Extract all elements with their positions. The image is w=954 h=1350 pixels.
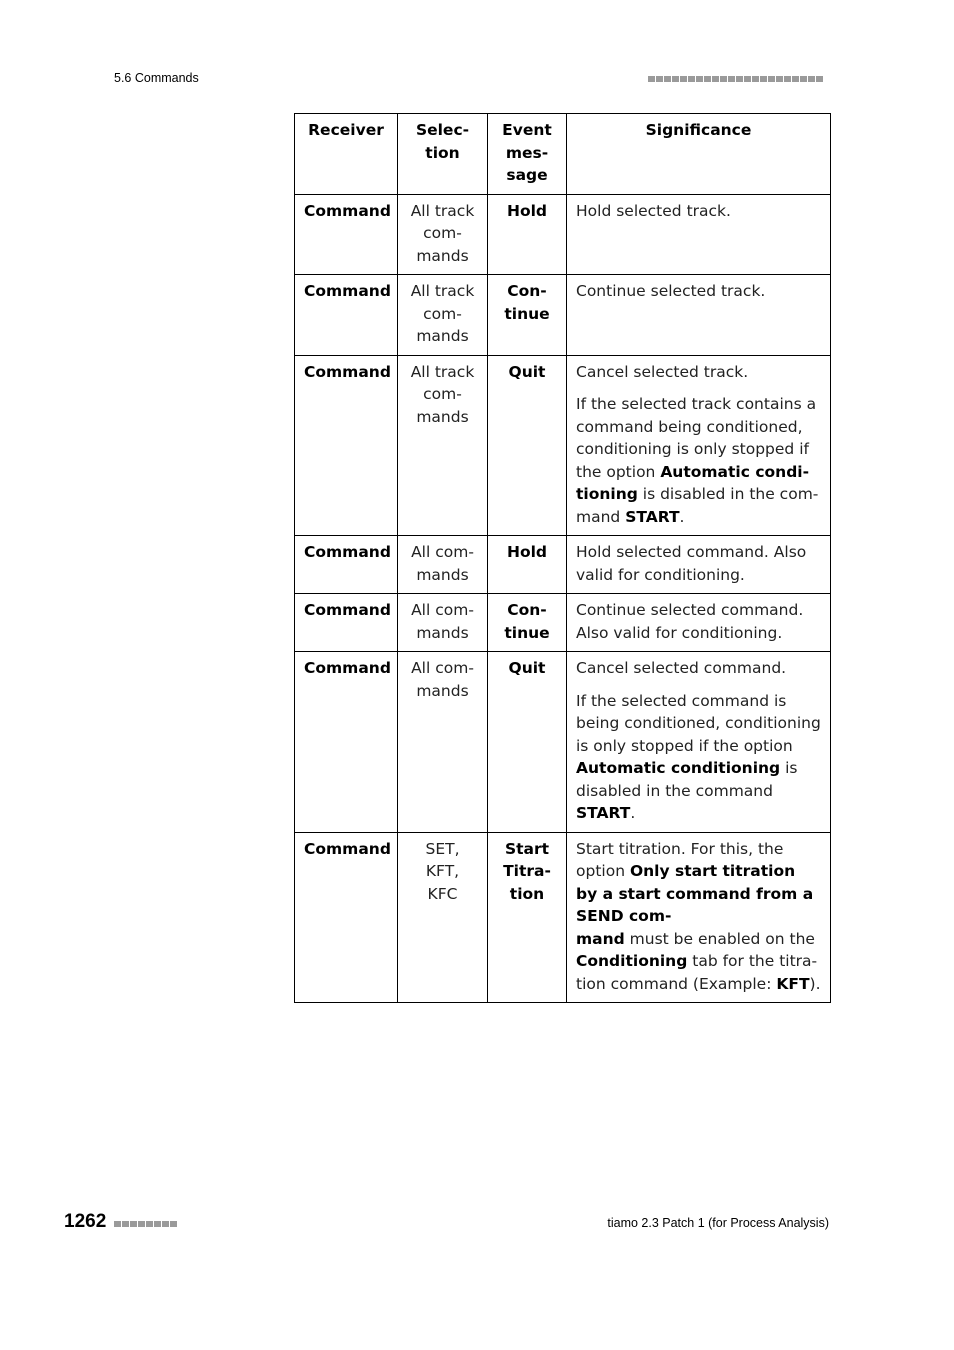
footer-document-title: tiamo 2.3 Patch 1 (for Process Analysis) (607, 1216, 829, 1230)
cell-event: Hold (488, 194, 567, 275)
cell-selection: All track com- mands (398, 275, 488, 356)
table-row (295, 832, 831, 1003)
note-text: . (630, 804, 636, 822)
cell-receiver: Command (295, 275, 398, 356)
significance-note (576, 393, 821, 528)
command-name: START (625, 507, 680, 526)
significance-text: Continue selected command. Also valid for conditioning. (576, 601, 804, 642)
cell-receiver: Command (295, 652, 398, 833)
cell-event: Con- tinue (488, 594, 567, 652)
cell-significance (567, 594, 831, 652)
cell-selection: All com- mands (398, 536, 488, 594)
significance-text: Hold selected command. Also valid for conditioning. (576, 543, 807, 584)
option-name: Automatic condi- tioning (576, 462, 810, 503)
cell-receiver: Command (295, 536, 398, 594)
table-row (295, 594, 831, 652)
significance-text: Cancel selected track. (576, 362, 749, 381)
cell-selection: All track com- mands (398, 194, 488, 275)
cell-significance (567, 355, 831, 536)
cell-selection: SET, KFT, KFC (398, 832, 488, 1003)
option-name: Only start titration by a start command from a SEND com- mand (576, 862, 814, 948)
table-row (295, 355, 831, 536)
tab-name: Conditioning (576, 952, 688, 970)
significance-text: Start titration. For this, the option (576, 839, 784, 880)
header-decorative-dots (648, 76, 823, 82)
command-name: KFT (776, 974, 810, 993)
significance-text: Cancel selected command. (576, 659, 787, 677)
cell-selection: All com- mands (398, 594, 488, 652)
note-text: If the selected command is being conditioned, conditioning is only stopped if the option (576, 691, 821, 755)
cell-receiver: Command (295, 594, 398, 652)
cell-receiver: Command (295, 355, 398, 536)
significance-text: ). (809, 974, 821, 993)
table-header-row (295, 114, 831, 195)
cell-selection: All track com- mands (398, 355, 488, 536)
command-name: START (576, 804, 631, 822)
note-text: is disabled in the command (576, 759, 798, 800)
significance-text: must be enabled on the (624, 929, 815, 948)
significance-note (576, 690, 821, 825)
cell-event: Quit (488, 355, 567, 536)
cell-event: Con- tinue (488, 275, 567, 356)
table-row (295, 275, 831, 356)
column-header-event-message: Event mes- sage (488, 114, 567, 195)
note-text: is disabled in the com- mand (576, 485, 819, 526)
column-header-receiver: Receiver (295, 114, 398, 195)
event-message-table (294, 113, 831, 1003)
cell-significance (567, 652, 831, 833)
running-header-section: 5.6 Commands (114, 71, 199, 85)
significance-text: tab for the titra- tion command (Example: (576, 952, 818, 993)
cell-selection: All com- mands (398, 652, 488, 833)
cell-significance (567, 194, 831, 275)
cell-event: Quit (488, 652, 567, 833)
table-row (295, 194, 831, 275)
column-header-selection: Selec- tion (398, 114, 488, 195)
option-name: Automatic conditioning (576, 759, 781, 777)
cell-event: Hold (488, 536, 567, 594)
column-header-significance: Significance (567, 114, 831, 195)
page-number: 1262 (64, 1211, 107, 1232)
cell-event: Start Titra- tion (488, 832, 567, 1003)
table-row (295, 536, 831, 594)
cell-receiver: Command (295, 194, 398, 275)
cell-receiver: Command (295, 832, 398, 1003)
footer-decorative-dots (114, 1221, 177, 1227)
note-text: If the selected track contains a command being conditioned, conditioning is only stopped if the option (576, 395, 817, 481)
significance-text: Hold selected track. (576, 201, 731, 220)
cell-significance (567, 832, 831, 1003)
note-text: . (679, 507, 685, 526)
significance-text: Continue selected track. (576, 282, 766, 300)
cell-significance (567, 275, 831, 356)
table-row (295, 652, 831, 833)
cell-significance (567, 536, 831, 594)
